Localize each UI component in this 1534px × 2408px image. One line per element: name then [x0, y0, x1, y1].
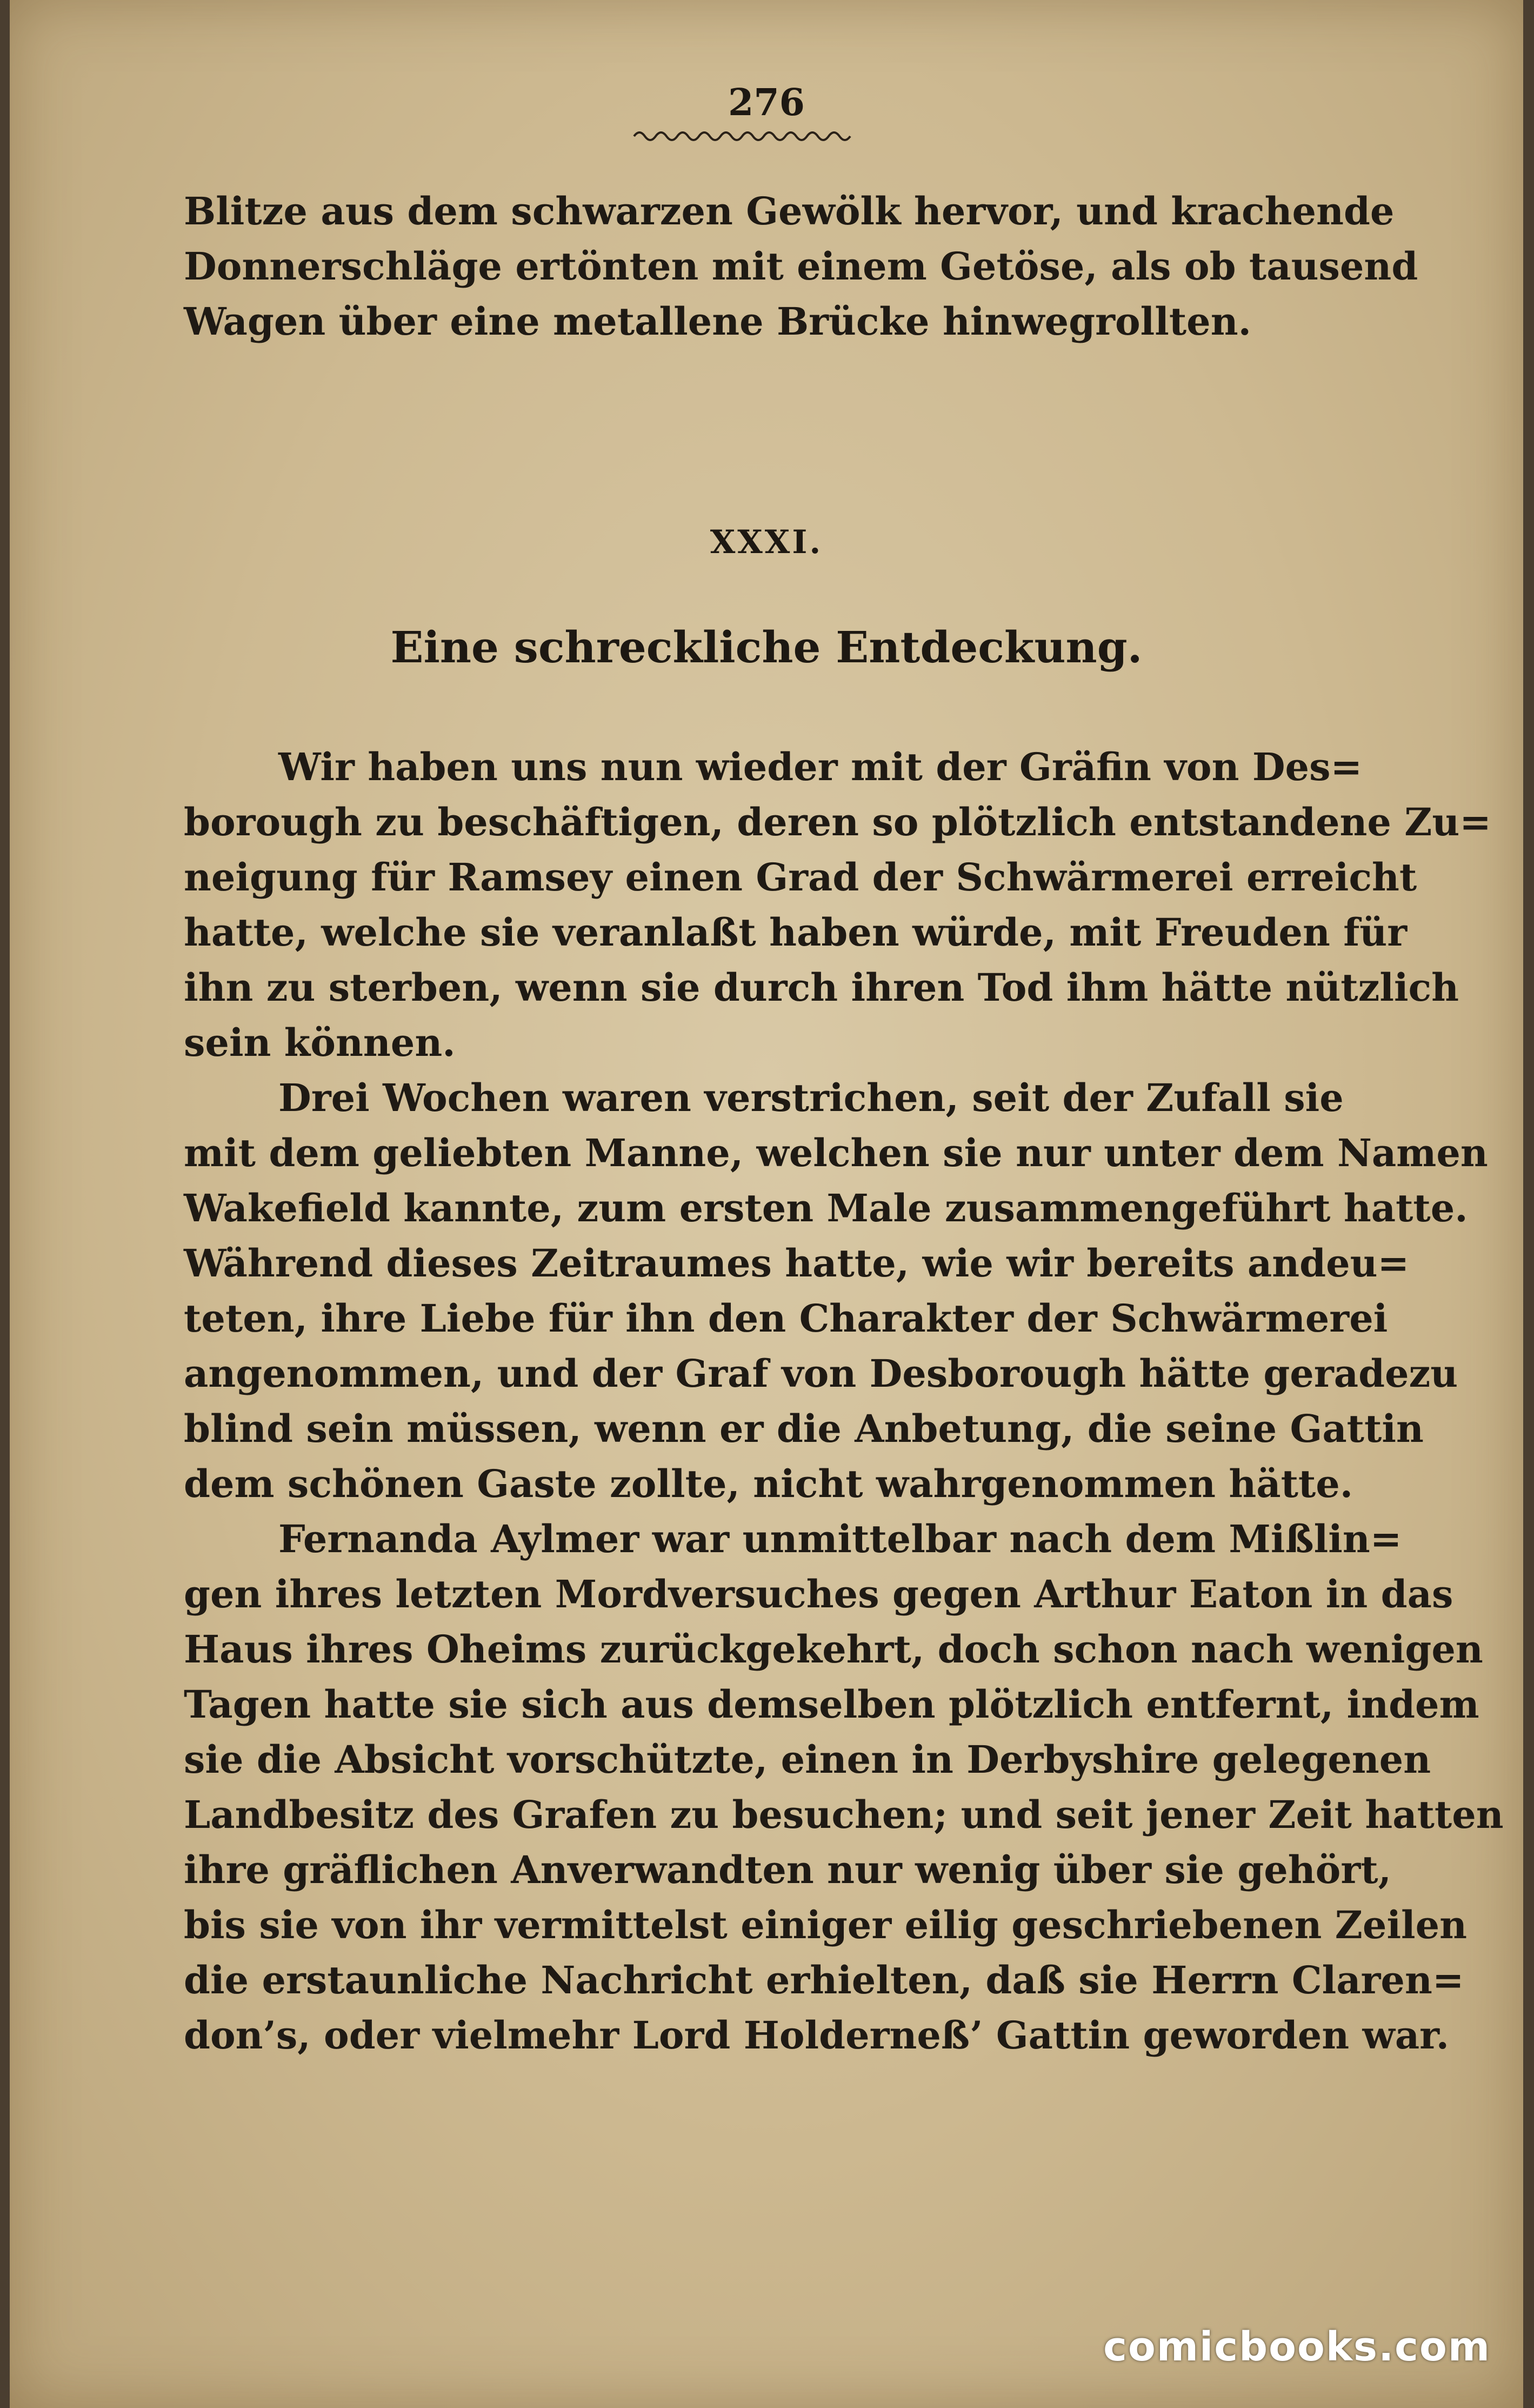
- text-line: angenommen, und der Graf von Desborough hätte geradezu: [184, 1351, 1458, 1396]
- continued-paragraph: [184, 184, 1418, 349]
- paragraph: [184, 740, 1491, 1070]
- text-line: dem schönen Gaste zollte, nicht wahrgenommen hätte.: [184, 1461, 1353, 1506]
- page-number: 276: [728, 81, 805, 124]
- text-line: gen ihres letzten Mordversuches gegen Arthur Eaton in das: [184, 1572, 1453, 1617]
- text-line: die erstaunliche Nachricht erhielten, daß sie Herrn Claren=: [184, 1958, 1464, 2003]
- text-line: Blitze aus dem schwarzen Gewölk hervor, und krachende: [184, 189, 1395, 234]
- text-line: Wir haben uns nun wieder mit der Gräfin von Des=: [278, 744, 1363, 789]
- text-line: Fernanda Aylmer war unmittelbar nach dem Mißlin=: [278, 1516, 1402, 1561]
- text-line: teten, ihre Liebe für ihn den Charakter der Schwärmerei: [184, 1296, 1388, 1341]
- paragraph: [184, 1512, 1504, 2063]
- text-line: don’s, oder vielmehr Lord Holderneß’ Gattin geworden war.: [184, 2013, 1450, 2058]
- text-line: bis sie von ihr vermittelst einiger eilig geschriebenen Zeilen: [184, 1903, 1468, 1947]
- ornament-divider-icon: [631, 125, 858, 147]
- chapter-body: [184, 740, 1504, 2063]
- text-line: mit dem geliebten Manne, welchen sie nur unter dem Namen: [184, 1130, 1488, 1175]
- text-line: sie die Absicht vorschützte, einen in Derbyshire gelegenen: [184, 1737, 1431, 1782]
- watermark-logo: comicbooks.com: [1103, 2324, 1491, 2370]
- text-line: Haus ihres Oheims zurückgekehrt, doch schon nach wenigen: [184, 1627, 1483, 1672]
- text-line: ihre gräflichen Anverwandten nur wenig über sie gehört,: [184, 1847, 1391, 1892]
- paragraph: [184, 1070, 1488, 1512]
- book-page: [10, 0, 1523, 2408]
- text-line: borough zu beschäftigen, deren so plötzlich entstandene Zu=: [184, 800, 1491, 844]
- text-line: neigung für Ramsey einen Grad der Schwärmerei erreicht: [184, 855, 1417, 900]
- chapter-title: Eine schreckliche Entdeckung.: [390, 622, 1143, 673]
- text-line: Wakefield kannte, zum ersten Male zusammengeführt hatte.: [184, 1186, 1468, 1230]
- text-line: Während dieses Zeitraumes hatte, wie wir bereits andeu=: [184, 1241, 1410, 1286]
- text-line: sein können.: [184, 1020, 456, 1065]
- text-line: Wagen über eine metallene Brücke hinwegrollten.: [184, 299, 1251, 344]
- text-line: blind sein müssen, wenn er die Anbetung, die seine Gattin: [184, 1406, 1424, 1451]
- chapter-number: XXXI.: [710, 523, 823, 561]
- text-line: hatte, welche sie veranlaßt haben würde, mit Freuden für: [184, 910, 1408, 955]
- text-line: Donnerschläge ertönten mit einem Getöse, als ob tausend: [184, 244, 1418, 289]
- text-line: Drei Wochen waren verstrichen, seit der Zufall sie: [278, 1075, 1344, 1120]
- text-line: Tagen hatte sie sich aus demselben plötzlich entfernt, indem: [184, 1682, 1479, 1727]
- text-line: Landbesitz des Grafen zu besuchen; und seit jener Zeit hatten: [184, 1792, 1504, 1837]
- text-line: ihn zu sterben, wenn sie durch ihren Tod ihm hätte nützlich: [184, 965, 1459, 1010]
